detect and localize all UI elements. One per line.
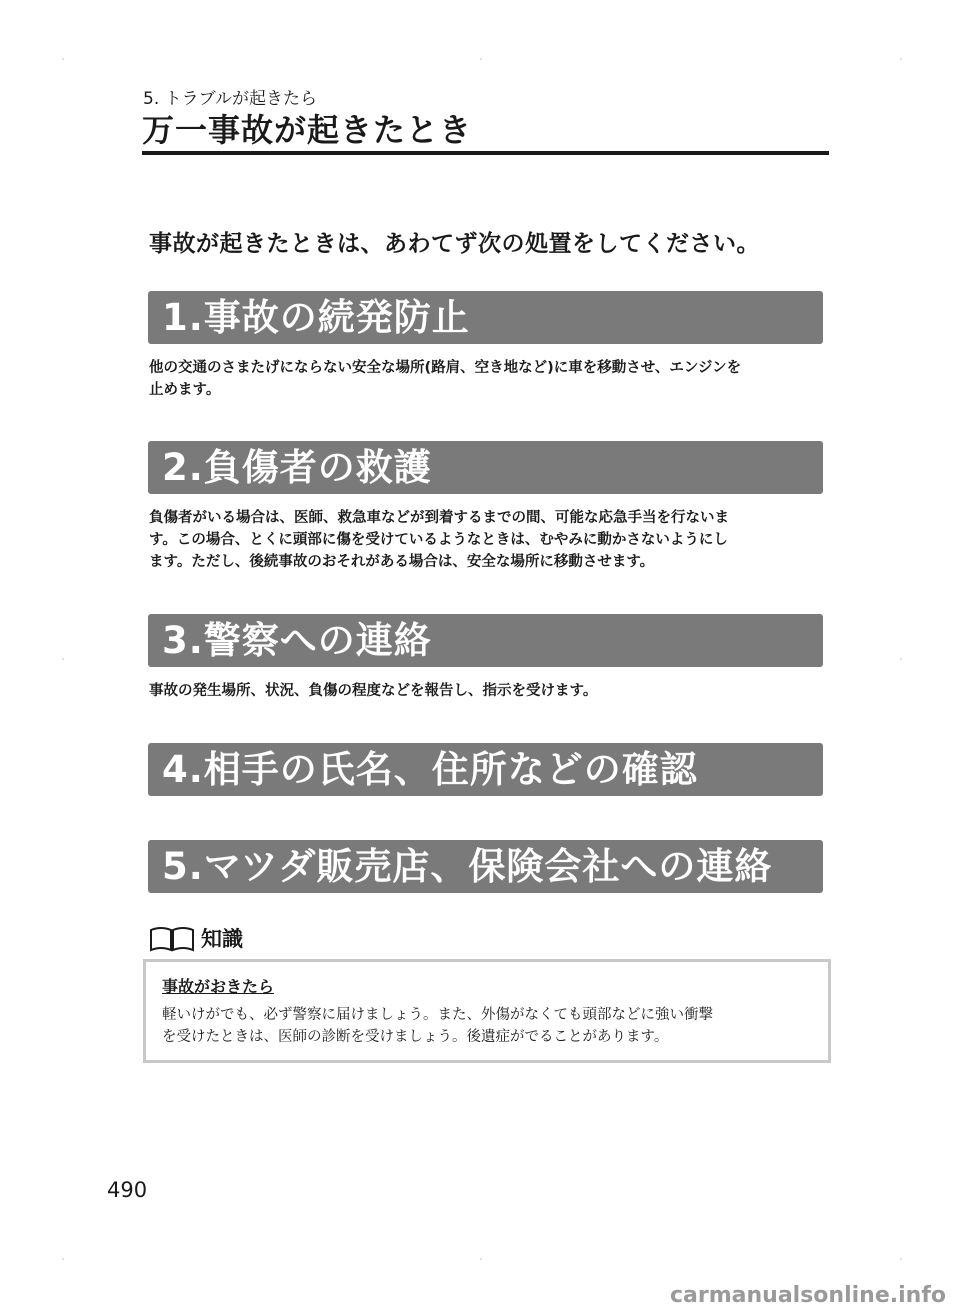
knowledge-box-body xyxy=(162,1004,812,1048)
step-2-heading: 2.負傷者の救護 xyxy=(148,441,823,494)
knowledge-heading xyxy=(149,924,243,954)
knowledge-box-title: 事故がおきたら xyxy=(162,977,275,996)
section-label: 5. トラブルが起きたら xyxy=(143,89,317,109)
knowledge-box-line: 軽いけがでも、必ず警察に届けましょう。また、外傷がなくても頭部などに強い衝撃 xyxy=(162,1007,713,1023)
step-5-heading: 5.マツダ販売店、保険会社への連絡 xyxy=(148,840,823,893)
step-1-text xyxy=(149,357,829,401)
crop-mark xyxy=(900,58,902,60)
step-2-line: す。この場合、とくに頭部に傷を受けているようなときは、むやみに動かさないようにし xyxy=(149,532,728,548)
knowledge-box-line: を受けたときは、医師の診断を受けましょう。後遺症がでることがあります。 xyxy=(162,1029,669,1045)
crop-mark xyxy=(62,1258,64,1260)
page-number: 490 xyxy=(107,1178,148,1202)
crop-mark xyxy=(480,58,482,60)
crop-mark xyxy=(900,658,902,660)
step-3-heading: 3.警察への連絡 xyxy=(148,614,823,667)
step-1-line: 他の交通のさまたげにならない安全な場所(路肩、空き地など)に車を移動させ、エンジンを xyxy=(149,360,742,376)
watermark: carmanualsonline.info xyxy=(670,1283,946,1308)
step-2-line: ます。ただし、後続事故のおそれがある場合は、安全な場所に移動させます。 xyxy=(149,554,655,570)
page-title: 万一事故が起きたとき xyxy=(142,111,473,149)
crop-mark xyxy=(62,58,64,60)
knowledge-label: 知識 xyxy=(201,927,243,951)
knowledge-box xyxy=(143,959,831,1063)
step-4-heading: 4.相手の氏名、住所などの確認 xyxy=(148,743,823,796)
step-3-line: 事故の発生場所、状況、負傷の程度などを報告し、指示を受けます。 xyxy=(149,683,598,699)
step-2-line: 負傷者がいる場合は、医師、救急車などが到着するまでの間、可能な応急手当を行ないま xyxy=(149,510,729,526)
title-rule xyxy=(142,151,829,155)
step-2-text xyxy=(149,507,829,573)
crop-mark xyxy=(900,1258,902,1260)
step-1-line: 止めます。 xyxy=(149,382,221,398)
crop-mark xyxy=(480,1258,482,1260)
step-1-heading: 1.事故の続発防止 xyxy=(148,291,823,344)
step-3-text xyxy=(149,680,829,702)
crop-mark xyxy=(62,658,64,660)
intro-text: 事故が起きたときは、あわてず次の処置をしてください。 xyxy=(149,231,760,257)
book-icon xyxy=(149,926,195,952)
